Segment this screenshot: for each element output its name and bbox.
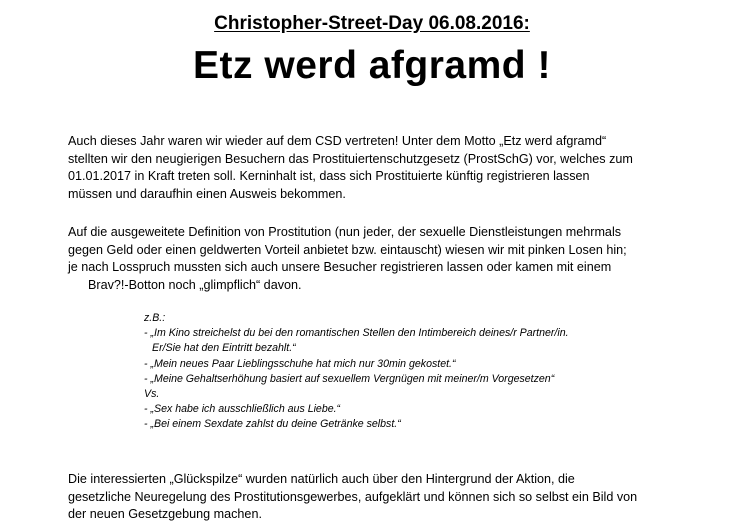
paragraph-line: Auf die ausgeweitete Definition von Prostitution (nun jeder, der sexuelle Dienstleistungen mehrmals xyxy=(68,225,622,239)
paragraph-line: gegen Geld oder einen geldwerten Vorteil anbietet bzw. eintauscht) wiesen wir mit pinken Losen hin; xyxy=(68,242,627,257)
example-item: - „Sex habe ich ausschließlich aus Liebe.“ xyxy=(144,403,341,416)
example-separator: Vs. xyxy=(144,388,160,401)
paragraph-definition xyxy=(68,224,738,294)
paragraph-line: der neuen Gesetzgebung machen. xyxy=(68,507,262,522)
event-subtitle: Christopher-Street-Day 06.08.2016: xyxy=(214,13,530,34)
page-title: Etz werd afgramd ! xyxy=(193,44,551,87)
paragraph-line: Auch dieses Jahr waren wir wieder auf dem CSD vertreten! Unter dem Motto „Etz werd afgramd“ xyxy=(68,134,607,148)
examples-intro: z.B.: xyxy=(144,312,166,324)
paragraph-line: stellten wir den neugierigen Besuchern das Prostituiertenschutzgesetz (ProstSchG) vor, welches zum xyxy=(68,151,633,166)
example-item: Er/Sie hat den Eintritt bezahlt.“ xyxy=(152,342,296,355)
paragraph-line: müssen und daraufhin einen Ausweis bekommen. xyxy=(68,186,346,201)
paragraph-line: je nach Losspruch mussten sich auch unsere Besucher registrieren lassen oder kamen mit einem xyxy=(68,260,612,275)
paragraph-line: Brav?!-Botton noch „glimpflich“ davon. xyxy=(88,277,302,292)
paragraph-line: Die interessierten „Glückspilze“ wurden natürlich auch über den Hintergrund der Aktion, die xyxy=(68,472,575,486)
example-item: - „Bei einem Sexdate zahlst du deine Getränke selbst.“ xyxy=(144,418,401,431)
paragraph-line: 01.01.2017 in Kraft treten soll. Kerninhalt ist, dass sich Prostituierte künftig registrieren lassen xyxy=(68,169,590,184)
paragraph-conclusion xyxy=(68,471,738,524)
paragraph-line: gesetzliche Neuregelung des Prostitutionsgewerbes, aufgeklärt und können sich so selbst ein Bild von xyxy=(68,489,638,504)
example-item: - „Meine Gehaltserhöhung basiert auf sexuellem Vergnügen mit meiner/m Vorgesetzen“ xyxy=(144,372,555,385)
example-item: - „Im Kino streichelst du bei den romantischen Stellen den Intimbereich deines/r Partner/in. xyxy=(144,327,569,340)
examples-list xyxy=(144,311,704,433)
paragraph-intro xyxy=(68,133,738,203)
example-item: - „Mein neues Paar Lieblingsschuhe hat mich nur 30min gekostet.“ xyxy=(144,357,456,370)
